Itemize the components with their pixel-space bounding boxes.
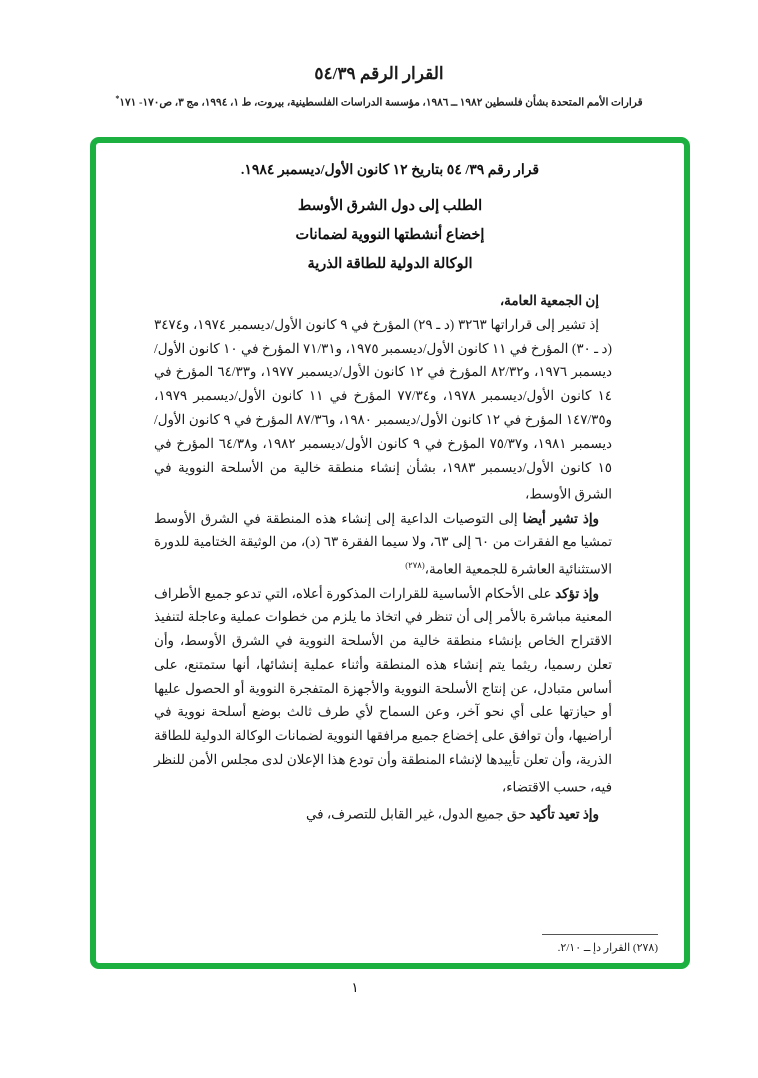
paragraph-emphasizing — [154, 582, 612, 800]
resolution-date-line: قرار رقم ٣٩/ ٥٤ بتاريخ ١٢ كانون الأول/ديسمبر ١٩٨٤. — [240, 163, 540, 178]
citation-line — [0, 94, 758, 109]
paragraph-lead: وإذ تشير أيضا — [517, 510, 600, 526]
paragraph-text: إذ تشير إلى قراراتها ٣٢٦٣ (د ـ ٢٩) المؤرخ في ٩ كانون الأول/ديسمبر ١٩٧٤، و٣٤٧٤ (د ـ ٣٠) المؤرخ في ١١ كانون الأول/ديسمبر ١٩٧٥، و٧١/٣١ المؤرخ في ١٠ كانون الأول/ديسمبر ١٩٧٦، و٨٢/٣٢ المؤرخ في ١٢ كانون الأول/ديسمبر ١٩٧٧، و٦٤/٣٣ المؤرخ في ١٤ كانون الأول/ديسمبر ١٩٧٨، و٧٧/٣٤ المؤرخ في ١١ كانون الأول/ديسمبر ١٩٧٩، و١٤٧/٣٥ المؤرخ في ١٢ كانون الأول/ديسمبر ١٩٨٠، و٨٧/٣٦ المؤرخ في ٩ كانون الأول/ديسمبر ١٩٨١، و٧٥/٣٧ المؤرخ في ٩ كانون الأول/ديسمبر ١٩٨٢، و٦٤/٣٨ المؤرخ في ١٥ كانون الأول/ديسمبر ١٩٨٣، بشأن إنشاء منطقة خالية من الأسلحة النووية في الشرق الأوسط، — [154, 316, 613, 502]
paragraph-reaffirming — [154, 799, 612, 826]
paragraph-text: إلى التوصيات الداعية إلى إنشاء هذه المنطقة في الشرق الأوسط تمشيا مع الفقرات من ٦٠ إلى ٦٣، ولا سيما الفقرة ٦٣ (د)، من الوثيقة الختامية للدورة الاستثنائية العاشرة للجمعية العامة، — [154, 510, 612, 577]
resolution-title-line-1: الطلب إلى دول الشرق الأوسط — [297, 198, 483, 214]
citation-note-mark: * — [115, 94, 120, 103]
footnote-rule — [542, 934, 658, 935]
resolution-heading — [96, 143, 684, 279]
paragraph-text: على الأحكام الأساسية للقرارات المذكورة أعلاه، التي تدعو جميع الأطراف المعنية مباشرة بالأمر إلى أن تنظر في اتخاذ ما يلزم من خطوات عملية وعاجلة لتنفيذ الاقتراح الخاص بإنشاء منطقة خالية من الأسلحة النووية في الشرق الأوسط، وأن تعلن رسميا، ريثما يتم إنشاء هذه المنطقة وأثناء عملية إنشائها، أنها ستمتنع، على أساس متبادل، عن إنتاج الأسلحة النووية والأجهزة المتفجرة النووية أو الحصول عليها أو حيازتها على أي نحو آخر، وعن السماح لأي طرف ثالث بوضع أسلحة نووية في أراضيها، وأن توافق على إخضاع جميع مرافقها النووية لضمانات الوكالة الدولية للطاقة الذرية، وأن تعلن تأييدها لإنشاء المنطقة وأن تودع هذا الإعلان لدى مجلس الأمن للنظر فيه، حسب الاقتضاء، — [154, 585, 612, 795]
page-title: القرار الرقم ٥٤/٣٩ — [314, 64, 444, 83]
paragraph-lead: وإذ تعيد تأكيد — [526, 806, 599, 822]
resolution-title-line-2: إخضاع أنشطتها النووية لضمانات — [295, 227, 485, 243]
footnote-text: (٢٧٨) القرار دإ ــ ٢/١٠. — [557, 942, 658, 954]
citation-text: قرارات الأمم المتحدة بشأن فلسطين ١٩٨٢ ــ ١٩٨٦، مؤسسة الدراسات الفلسطينية، بيروت، ط ١، ١٩٩٤، مج ٣، ص١٧٠- ١٧١ — [119, 97, 643, 109]
page-number: ١ — [351, 980, 359, 995]
paragraph-lead: وإذ تؤكد — [551, 585, 599, 601]
paragraph-text: حق جميع الدول، غير القابل للتصرف، في — [305, 806, 527, 822]
page-header — [0, 64, 758, 109]
resolution-box — [90, 137, 690, 969]
footnote — [542, 934, 658, 954]
resolution-title-line-3: الوكالة الدولية للطاقة الذرية — [307, 256, 473, 272]
footnote-ref: (٢٧٨) — [405, 560, 425, 571]
paragraph-recalling — [154, 313, 612, 507]
paragraph-recalling-also — [154, 507, 612, 582]
opening-phrase: إن الجمعية العامة، — [499, 293, 599, 308]
resolution-body — [154, 289, 612, 826]
